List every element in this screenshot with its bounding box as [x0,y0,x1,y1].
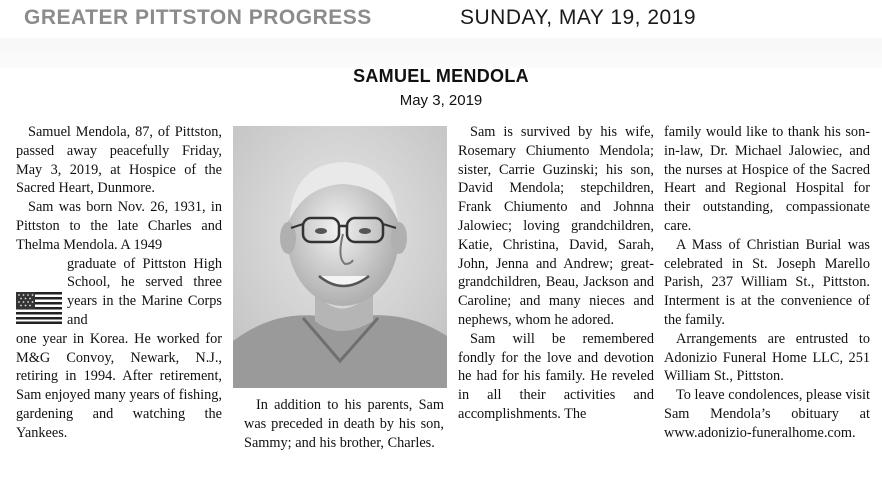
obituary-column-3 [458,123,654,424]
paragraph: Arrangements are entrusted to Adonizio Funeral Home LLC, 251 William St., Pittston. [664,330,870,385]
paragraph: family would like to thank his son-in-law, Dr. Michael Jalowiec, and the nurses at Hospice of the Sacred Heart and Regional Hospital for their outstanding, compassionate care. [664,124,870,234]
masthead [20,6,870,34]
paragraph: In addition to his parents, Sam was preceded in death by his son, Sammy; and his brother, Charles. [244,397,444,451]
header-band [0,38,882,68]
paragraph: graduate of Pittston High School, he served three years in the Marine Corps and [67,255,222,328]
paragraph: Sam will be remembered fondly for the love and devotion he had for his family. He reveled in all their activities and accomplishments. The [458,330,654,422]
paragraph: To leave condolences, please visit Sam Mendola’s obituary at www.adonizio-funeralhome.com. [664,387,870,441]
us-flag-icon [16,292,62,324]
paragraph: A Mass of Christian Burial was celebrated in St. Joseph Marello Parish, 237 William St., Pittston. Interment is at the convenience of the family. [664,236,870,328]
obituary-column-2 [244,396,444,452]
death-date: May 3, 2019 [399,92,483,109]
paragraph: Samuel Mendola, 87, of Pittston, passed away peacefully Friday, May 3, 2019, at Hospice of the Sacred Heart, Dunmore. [16,124,222,197]
obituary-name: SAMUEL MENDOLA [353,66,529,86]
portrait-photo [233,126,447,388]
obituary-column-1 [16,123,222,443]
obituary-column-4 [664,123,870,443]
paragraph: Sam was born Nov. 26, 1931, in Pittston to the late Charles and Thelma Mendola. A 1949 [16,199,222,253]
paragraph: Sam is survived by his wife, Rosemary Chiumento Mendola; sister, Carrie Guzinski; his son, David Mendola; stepchildren, Frank Chiumento and Johnna Jalowiec; loving grandchildren, Katie, Christina, David, Sarah, John, Jenna and Andrew; great-grandchildren, Beau, Jackson and Caroline; and many nieces and nephews, whom he adored. [458,124,654,328]
edition-date: SUNDAY, MAY 19, 2019 [460,6,697,29]
newspaper-name: GREATER PITTSTON PROGRESS [24,6,372,29]
paragraph: one year in Korea. He worked for M&G Convoy, Newark, N.J., retiring in 1994. After retirement, Sam enjoyed many years of fishing, gardening and watching the Yankees. [16,330,222,441]
